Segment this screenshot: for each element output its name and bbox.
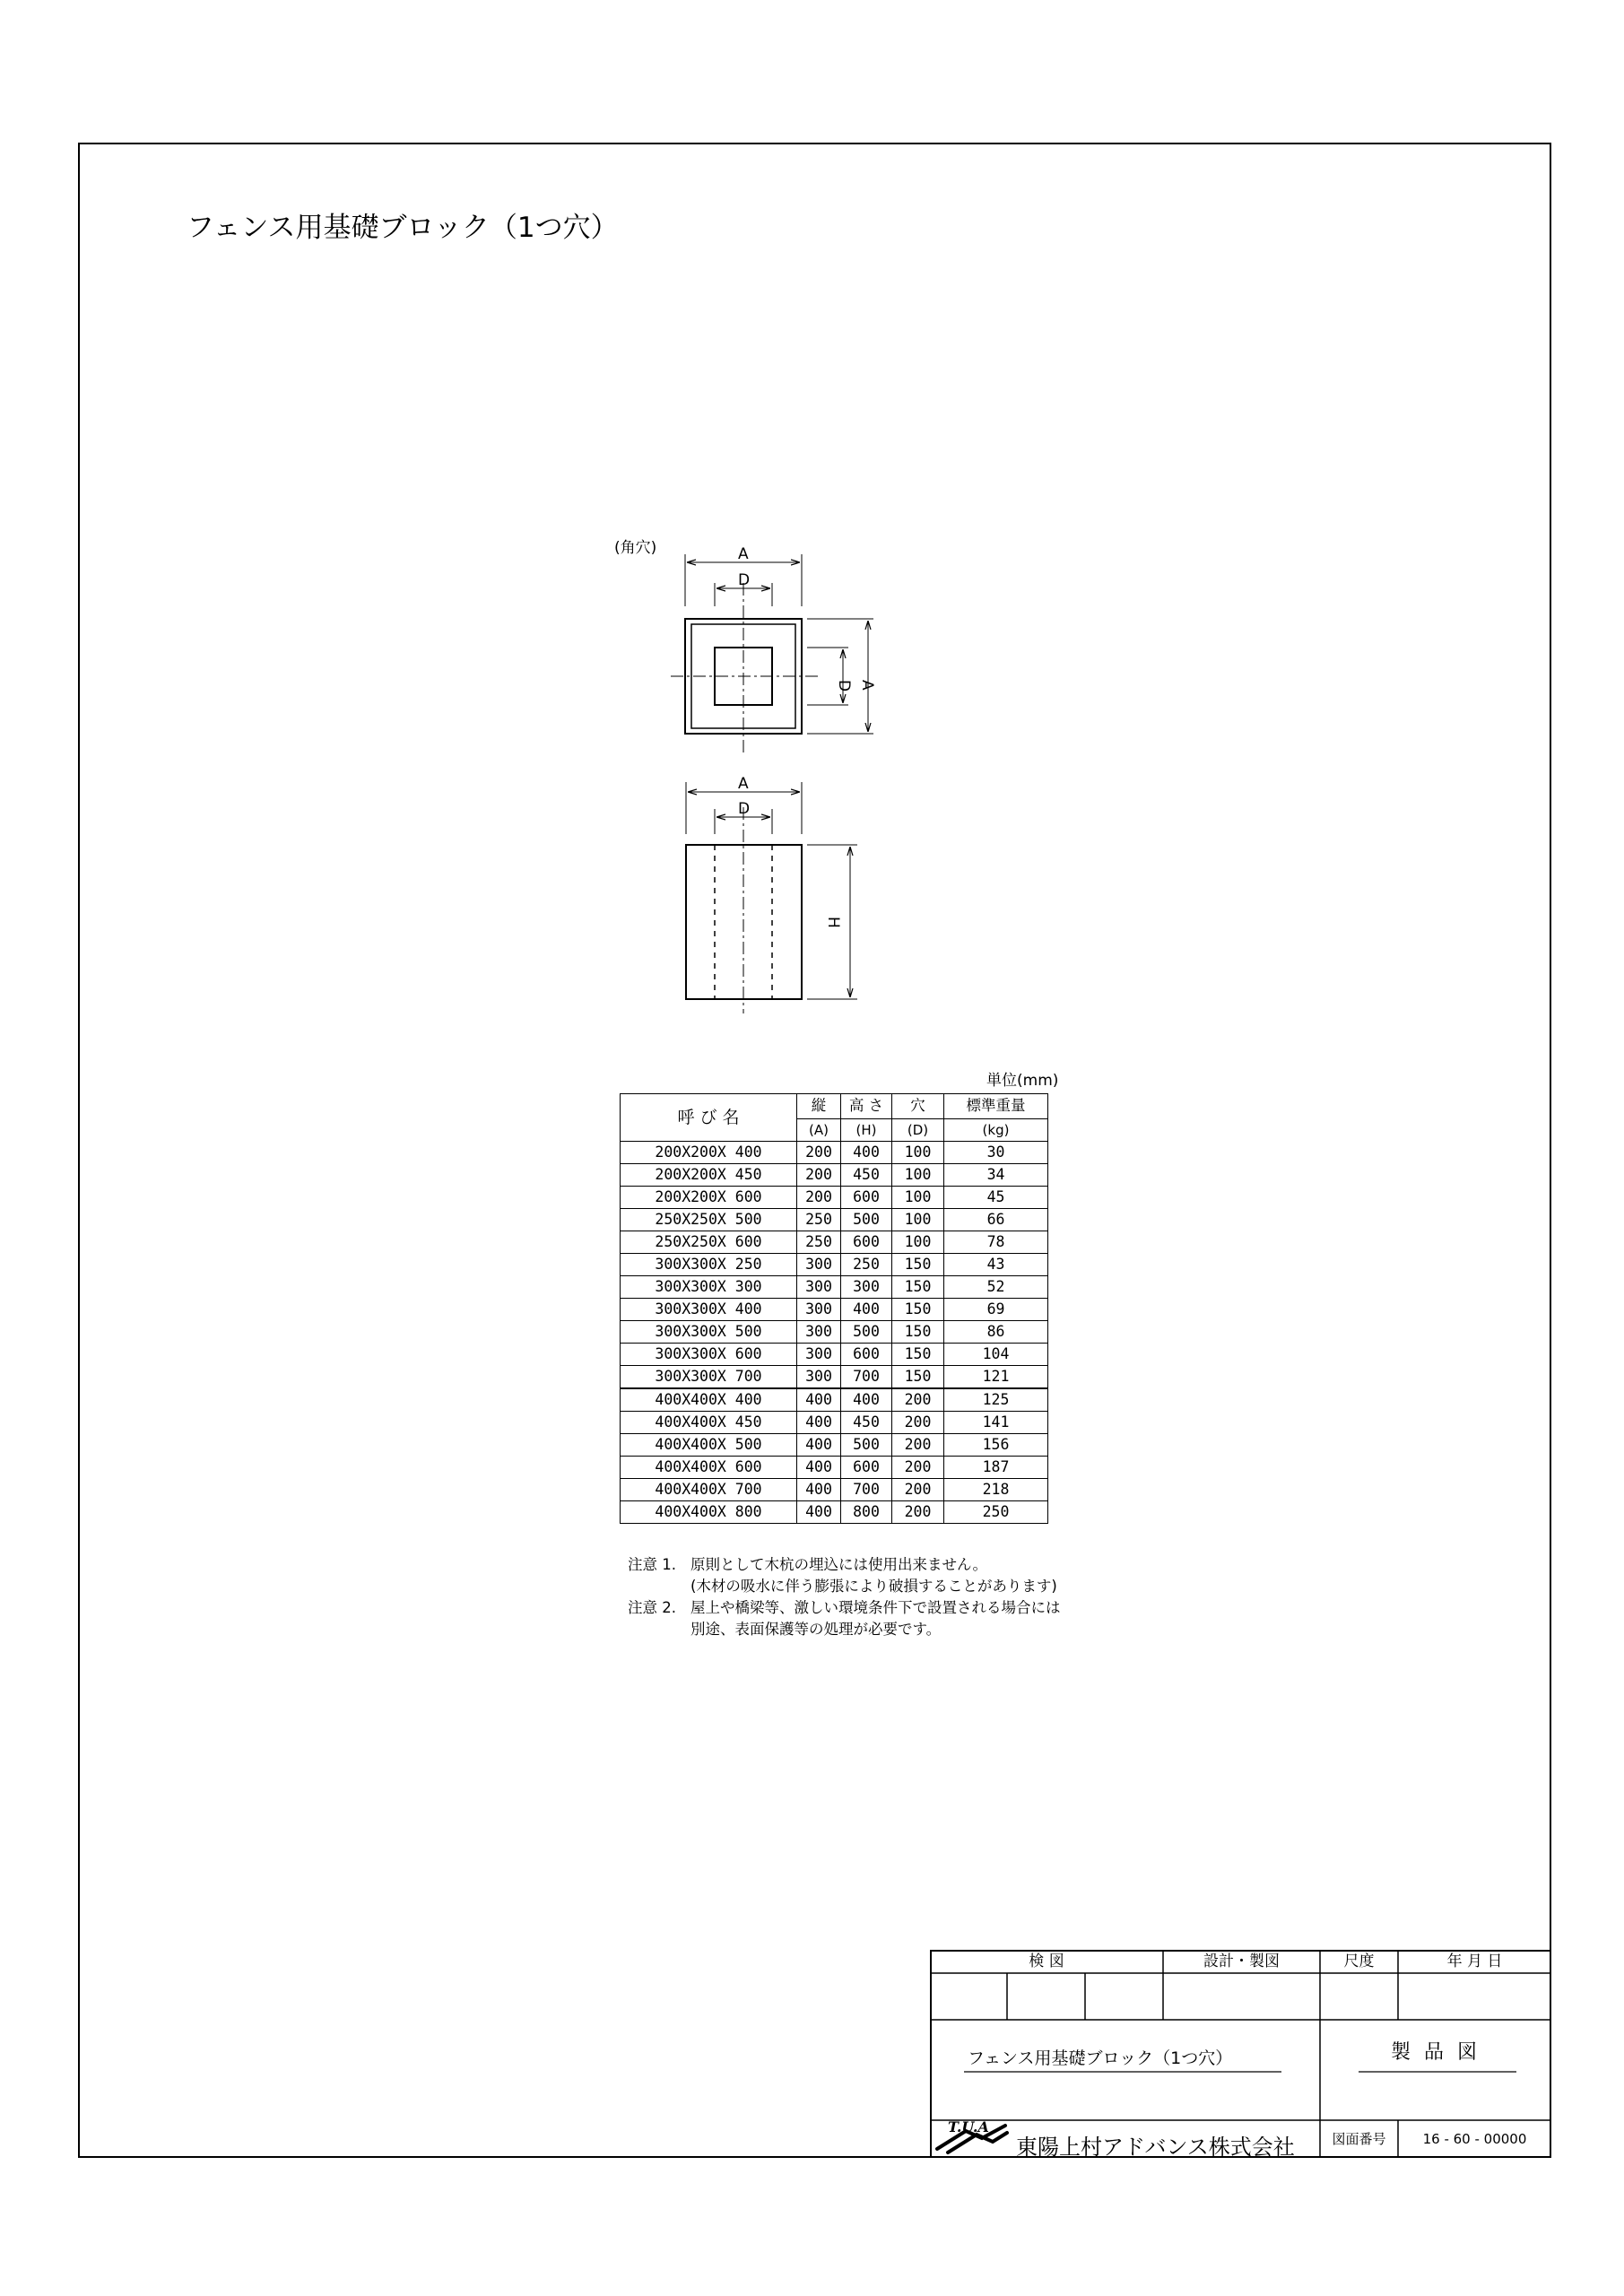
kenzu-header: 検 図 [1029,1952,1064,1970]
table-cell: 218 [944,1479,1048,1501]
table-cell: 52 [944,1276,1048,1299]
table-cell: 400 [841,1388,892,1412]
table-cell: 141 [944,1412,1048,1434]
col-d-header: 穴 [892,1094,944,1119]
table-cell: 69 [944,1299,1048,1321]
table-row [621,1388,1048,1412]
table-cell: 150 [892,1344,944,1366]
title-block [930,1950,1551,2158]
table-cell: 200X200X 450 [621,1164,797,1187]
table-cell: 250 [841,1254,892,1276]
table-row [621,1344,1048,1366]
table-cell: 200 [892,1501,944,1524]
table-cell: 400 [797,1501,841,1524]
table-cell: 200 [892,1434,944,1457]
table-row [621,1254,1048,1276]
table-cell: 400 [797,1457,841,1479]
table-cell: 200X200X 400 [621,1142,797,1164]
table-cell: 300X300X 600 [621,1344,797,1366]
table-cell: 200X200X 600 [621,1187,797,1209]
table-cell: 300X300X 300 [621,1276,797,1299]
note-2: 注意 2. 屋上や橋梁等、激しい環境条件下で設置される場合には [628,1599,1061,1616]
table-row [621,1412,1048,1434]
table-cell: 400X400X 700 [621,1479,797,1501]
col-name-header: 呼 び 名 [621,1094,797,1142]
table-cell: 300 [797,1321,841,1344]
table-cell: 100 [892,1142,944,1164]
table-cell: 400X400X 400 [621,1388,797,1412]
dim-a-side-label: A [858,680,876,691]
table-cell: 700 [841,1479,892,1501]
col-h-unit: (H) [841,1119,892,1142]
dim-d-label: D [738,571,751,589]
plan-label: (角穴) [614,539,657,557]
sekkei-header: 設計・製図 [1203,1952,1280,1970]
table-cell: 150 [892,1321,944,1344]
table-cell: 400X400X 450 [621,1412,797,1434]
table-cell: 200 [797,1164,841,1187]
table-cell: 66 [944,1209,1048,1231]
table-cell: 78 [944,1231,1048,1254]
table-cell: 500 [841,1209,892,1231]
table-row [621,1366,1048,1389]
table-row [621,1276,1048,1299]
col-w-header: 標準重量 [944,1094,1048,1119]
table-cell: 400 [841,1142,892,1164]
dim-d-side-label: D [835,680,853,692]
table-cell: 300 [797,1344,841,1366]
elevation-view [686,782,857,1013]
table-row [621,1321,1048,1344]
drawing-no-label: 図面番号 [1332,2131,1386,2147]
table-cell: 500 [841,1321,892,1344]
table-cell: 300X300X 250 [621,1254,797,1276]
col-a-header: 縦 [797,1094,841,1119]
table-cell: 400X400X 600 [621,1457,797,1479]
table-cell: 400 [797,1388,841,1412]
drawing-type: 製 品 図 [1391,2041,1481,2064]
table-cell: 200 [892,1412,944,1434]
plan-view [671,554,873,753]
table-cell: 250 [797,1209,841,1231]
table-cell: 200 [892,1457,944,1479]
table-cell: 156 [944,1434,1048,1457]
table-cell: 86 [944,1321,1048,1344]
table-cell: 100 [892,1231,944,1254]
table-cell: 300 [797,1366,841,1389]
spec-table [620,1093,1048,1524]
table-cell: 250 [944,1501,1048,1524]
logo-text: T.U.A [948,2118,989,2135]
note-1: 注意 1. 原則として木杭の埋込には使用出来ません。 [628,1556,987,1573]
table-row [621,1501,1048,1524]
table-row [621,1434,1048,1457]
table-cell: 300 [797,1276,841,1299]
table-cell: 600 [841,1344,892,1366]
table-cell: 400X400X 800 [621,1501,797,1524]
table-cell: 300X300X 400 [621,1299,797,1321]
col-a-unit: (A) [797,1119,841,1142]
table-cell: 300 [841,1276,892,1299]
table-cell: 400 [797,1434,841,1457]
table-cell: 150 [892,1254,944,1276]
table-cell: 250 [797,1231,841,1254]
table-cell: 600 [841,1457,892,1479]
table-cell: 200 [797,1187,841,1209]
table-cell: 400 [797,1479,841,1501]
table-cell: 450 [841,1164,892,1187]
table-cell: 150 [892,1366,944,1389]
table-cell: 400 [797,1412,841,1434]
table-cell: 150 [892,1276,944,1299]
table-cell: 600 [841,1231,892,1254]
table-cell: 187 [944,1457,1048,1479]
table-cell: 200 [892,1388,944,1412]
table-cell: 100 [892,1164,944,1187]
table-cell: 43 [944,1254,1048,1276]
company-name: 東陽上村アドバンス株式会社 [1016,2135,1295,2160]
dim-d-elev-label: D [738,800,751,818]
table-cell: 700 [841,1366,892,1389]
table-row [621,1164,1048,1187]
table-cell: 400 [841,1299,892,1321]
table-cell: 250X250X 600 [621,1231,797,1254]
col-w-unit: (kg) [944,1119,1048,1142]
table-row [621,1187,1048,1209]
table-cell: 100 [892,1209,944,1231]
table-cell: 300 [797,1254,841,1276]
table-row [621,1142,1048,1164]
note-2-cont: 別途、表面保護等の処理が必要です。 [690,1621,942,1638]
table-cell: 200 [797,1142,841,1164]
note-1-cont: (木材の吸水に伴う膨張により破損することがあります) [690,1578,1057,1595]
dim-h-label: H [824,917,842,928]
table-row [621,1209,1048,1231]
table-cell: 400X400X 500 [621,1434,797,1457]
drawing-no: 16 - 60 - 00000 [1422,2131,1527,2147]
date-header: 年 月 日 [1446,1952,1503,1970]
dim-a-label: A [738,545,749,563]
table-cell: 500 [841,1434,892,1457]
table-cell: 30 [944,1142,1048,1164]
table-cell: 250X250X 500 [621,1209,797,1231]
table-cell: 121 [944,1366,1048,1389]
table-cell: 450 [841,1412,892,1434]
table-cell: 300X300X 700 [621,1366,797,1389]
col-d-unit: (D) [892,1119,944,1142]
table-row [621,1231,1048,1254]
table-row [621,1299,1048,1321]
table-cell: 300X300X 500 [621,1321,797,1344]
table-cell: 300 [797,1299,841,1321]
technical-drawing [0,0,1624,1058]
shakudo-header: 尺度 [1343,1952,1375,1970]
notes [628,1554,1061,1640]
table-cell: 600 [841,1187,892,1209]
table-row [621,1479,1048,1501]
col-h-header: 高 さ [841,1094,892,1119]
table-row [621,1457,1048,1479]
table-cell: 800 [841,1501,892,1524]
drawing-name: フェンス用基礎ブロック（1つ穴） [968,2048,1233,2068]
table-cell: 100 [892,1187,944,1209]
table-cell: 150 [892,1299,944,1321]
table-cell: 34 [944,1164,1048,1187]
table-cell: 200 [892,1479,944,1501]
page-title: フェンス用基礎ブロック（1つ穴） [187,212,619,244]
table-cell: 104 [944,1344,1048,1366]
table-cell: 45 [944,1187,1048,1209]
dim-a-elev-label: A [738,775,749,793]
table-cell: 125 [944,1388,1048,1412]
unit-label: 単位(mm) [986,1072,1059,1090]
